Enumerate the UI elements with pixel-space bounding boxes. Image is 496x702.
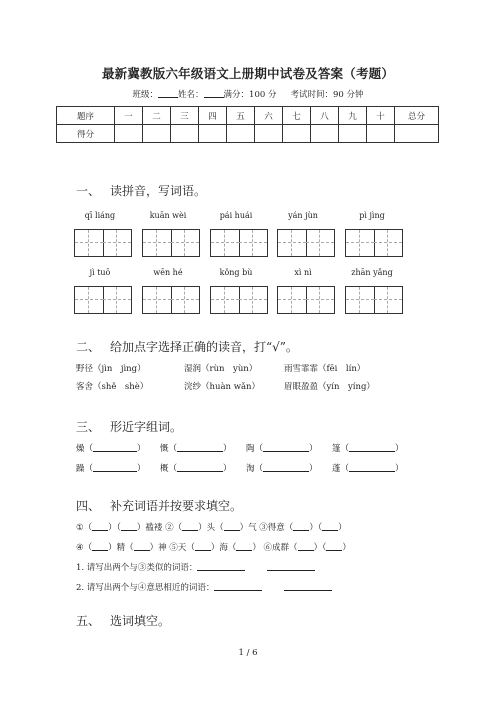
pinyin: xì nì bbox=[294, 268, 312, 277]
idiom-text: ）神 ⑤天（ bbox=[149, 543, 195, 553]
answer-blank[interactable] bbox=[92, 541, 108, 551]
writing-box[interactable] bbox=[210, 286, 268, 314]
idiom-text: ①（ bbox=[76, 523, 93, 533]
reading-item[interactable]: 眉眼盈盈（yín yíng） bbox=[284, 382, 375, 392]
class-label: 班级： bbox=[132, 90, 159, 100]
page-title: 最新冀教版六年级语文上册期中试卷及答案（考题） bbox=[101, 66, 395, 81]
pinyin: pái huái bbox=[219, 211, 253, 220]
idiom-text: ）（ bbox=[309, 523, 323, 533]
exam-time: 考试时间：90 分钟 bbox=[290, 90, 364, 100]
char: 燥 bbox=[76, 444, 85, 454]
answer-blank[interactable] bbox=[177, 462, 223, 472]
section-number: 四、 bbox=[76, 499, 101, 513]
pinyin: kǒng bù bbox=[219, 268, 253, 277]
answer-blank[interactable] bbox=[349, 442, 395, 452]
reading-item[interactable]: 浣纱（huàn wǎn） bbox=[184, 382, 261, 392]
idiom-text: ）精（ bbox=[108, 543, 134, 553]
score-cell[interactable] bbox=[115, 125, 143, 143]
score-cell[interactable] bbox=[227, 125, 255, 143]
exam-info bbox=[0, 88, 496, 100]
section-3-heading bbox=[76, 418, 182, 435]
answer-blank[interactable] bbox=[214, 581, 262, 591]
answer-blank[interactable] bbox=[349, 462, 395, 472]
idiom-text: ）头（ bbox=[198, 523, 224, 533]
char: 躁 bbox=[76, 464, 85, 474]
score-cell[interactable] bbox=[255, 125, 283, 143]
idiom-text: ） ⑥成群（ bbox=[252, 543, 298, 553]
answer-blank[interactable] bbox=[284, 581, 332, 591]
pinyin: kuān wèi bbox=[149, 211, 187, 220]
full-score: 满分：100 分 bbox=[223, 90, 277, 100]
writing-box[interactable] bbox=[142, 286, 200, 314]
answer-blank[interactable] bbox=[322, 521, 338, 531]
header-cell: 六 bbox=[255, 107, 283, 125]
name-blank[interactable] bbox=[204, 88, 224, 98]
section-number: 五、 bbox=[76, 614, 101, 628]
idiom-text: ） bbox=[338, 523, 347, 533]
idiom-text: ④（ bbox=[76, 543, 93, 553]
score-cell[interactable] bbox=[367, 125, 395, 143]
pinyin: pì jìng bbox=[359, 211, 385, 220]
score-header-row bbox=[57, 107, 439, 125]
answer-blank[interactable] bbox=[92, 521, 108, 531]
idiom-text: ）（ bbox=[108, 523, 121, 533]
answer-blank[interactable] bbox=[182, 521, 198, 531]
score-cell[interactable] bbox=[143, 125, 171, 143]
reading-item[interactable]: 野径（jìn jìng） bbox=[76, 364, 146, 374]
page-number: 1 / 6 bbox=[238, 648, 258, 658]
pinyin: wēn hé bbox=[153, 268, 183, 277]
header-cell: 八 bbox=[311, 107, 339, 125]
char: 篷 bbox=[332, 444, 341, 454]
answer-blank[interactable] bbox=[134, 541, 150, 551]
answer-blank[interactable] bbox=[224, 521, 240, 531]
answer-blank[interactable] bbox=[263, 442, 309, 452]
section-2-heading bbox=[76, 338, 298, 355]
idiom-text: ）褴褛 ②（ bbox=[136, 523, 183, 533]
answer-blank[interactable] bbox=[298, 541, 314, 551]
writing-box[interactable] bbox=[277, 286, 335, 314]
writing-box[interactable] bbox=[142, 229, 200, 257]
section-number: 三、 bbox=[76, 420, 101, 434]
writing-box[interactable] bbox=[74, 229, 132, 257]
answer-blank[interactable] bbox=[121, 521, 137, 531]
score-cell[interactable] bbox=[395, 125, 439, 143]
writing-box[interactable] bbox=[210, 229, 268, 257]
pinyin: zhān yǎng bbox=[351, 268, 393, 277]
score-cell[interactable] bbox=[339, 125, 367, 143]
score-table bbox=[56, 106, 439, 143]
idiom-line-1 bbox=[76, 521, 347, 533]
section-text: 选词填空。 bbox=[110, 614, 171, 628]
header-cell: 三 bbox=[171, 107, 199, 125]
answer-blank[interactable] bbox=[177, 442, 223, 452]
score-value-row bbox=[57, 125, 439, 143]
pinyin: jì tuō bbox=[89, 268, 111, 277]
class-blank[interactable] bbox=[158, 88, 178, 98]
header-cell: 总分 bbox=[395, 107, 439, 125]
header-cell: 四 bbox=[199, 107, 227, 125]
char: 慨 bbox=[160, 444, 169, 454]
idiom-text: ）海（ bbox=[210, 543, 237, 553]
reading-item[interactable]: 客舍（shě shè） bbox=[76, 382, 149, 392]
answer-blank[interactable] bbox=[93, 442, 137, 452]
writing-box[interactable] bbox=[345, 286, 403, 314]
section-5-heading bbox=[76, 612, 170, 629]
name-label: 姓名： bbox=[178, 90, 204, 100]
writing-box[interactable] bbox=[277, 229, 335, 257]
answer-blank[interactable] bbox=[236, 541, 252, 551]
section-4-heading bbox=[76, 497, 242, 514]
score-cell[interactable] bbox=[199, 125, 227, 143]
header-cell: 十 bbox=[367, 107, 395, 125]
idiom-text: ） bbox=[342, 543, 351, 553]
pinyin: yán jùn bbox=[288, 211, 318, 220]
score-cell[interactable] bbox=[171, 125, 199, 143]
header-cell: 九 bbox=[339, 107, 367, 125]
answer-blank[interactable] bbox=[93, 462, 137, 472]
header-cell: 题序 bbox=[57, 107, 115, 125]
section-text: 读拼音，写词语。 bbox=[110, 184, 207, 198]
answer-blank[interactable] bbox=[326, 541, 342, 551]
pinyin: qī liáng bbox=[84, 211, 116, 220]
idiom-question-2 bbox=[76, 581, 332, 593]
header-cell: 一 bbox=[115, 107, 143, 125]
idiom-text: ）（ bbox=[313, 543, 327, 553]
reading-item[interactable]: 湿润（rùn yùn） bbox=[184, 364, 258, 374]
idiom-text: ）气 ③得意（ bbox=[239, 523, 294, 533]
section-text: 补充词语并按要求填空。 bbox=[110, 499, 243, 513]
answer-blank[interactable] bbox=[267, 561, 315, 571]
section-number: 一、 bbox=[76, 184, 101, 198]
char: 陶 bbox=[246, 444, 255, 454]
section-text: 给加点字选择正确的读音，打“√”。 bbox=[110, 340, 298, 354]
question-text: 2. 请写出两个与④意思相近的词语： bbox=[76, 583, 215, 593]
section-number: 二、 bbox=[76, 340, 101, 354]
answer-blank[interactable] bbox=[197, 561, 245, 571]
header-cell: 五 bbox=[227, 107, 255, 125]
reading-item[interactable]: 雨雪霏霏（fēi lín） bbox=[284, 364, 366, 374]
answer-blank[interactable] bbox=[263, 462, 309, 472]
answer-blank[interactable] bbox=[195, 541, 211, 551]
score-cell[interactable] bbox=[283, 125, 311, 143]
section-text: 形近字组词。 bbox=[110, 420, 183, 434]
char: 淘 bbox=[246, 464, 255, 474]
header-cell: 二 bbox=[143, 107, 171, 125]
header-cell: 七 bbox=[283, 107, 311, 125]
idiom-line-2 bbox=[76, 541, 351, 553]
idiom-question-1 bbox=[76, 561, 315, 573]
score-cell[interactable] bbox=[311, 125, 339, 143]
row-label: 得分 bbox=[57, 125, 115, 143]
writing-box[interactable] bbox=[345, 229, 403, 257]
answer-blank[interactable] bbox=[293, 521, 309, 531]
char: 概 bbox=[160, 464, 169, 474]
char: 蓬 bbox=[332, 464, 341, 474]
writing-box[interactable] bbox=[74, 286, 132, 314]
question-text: 1. 请写出两个与③类似的词语： bbox=[76, 563, 198, 573]
section-1-heading bbox=[76, 182, 206, 199]
